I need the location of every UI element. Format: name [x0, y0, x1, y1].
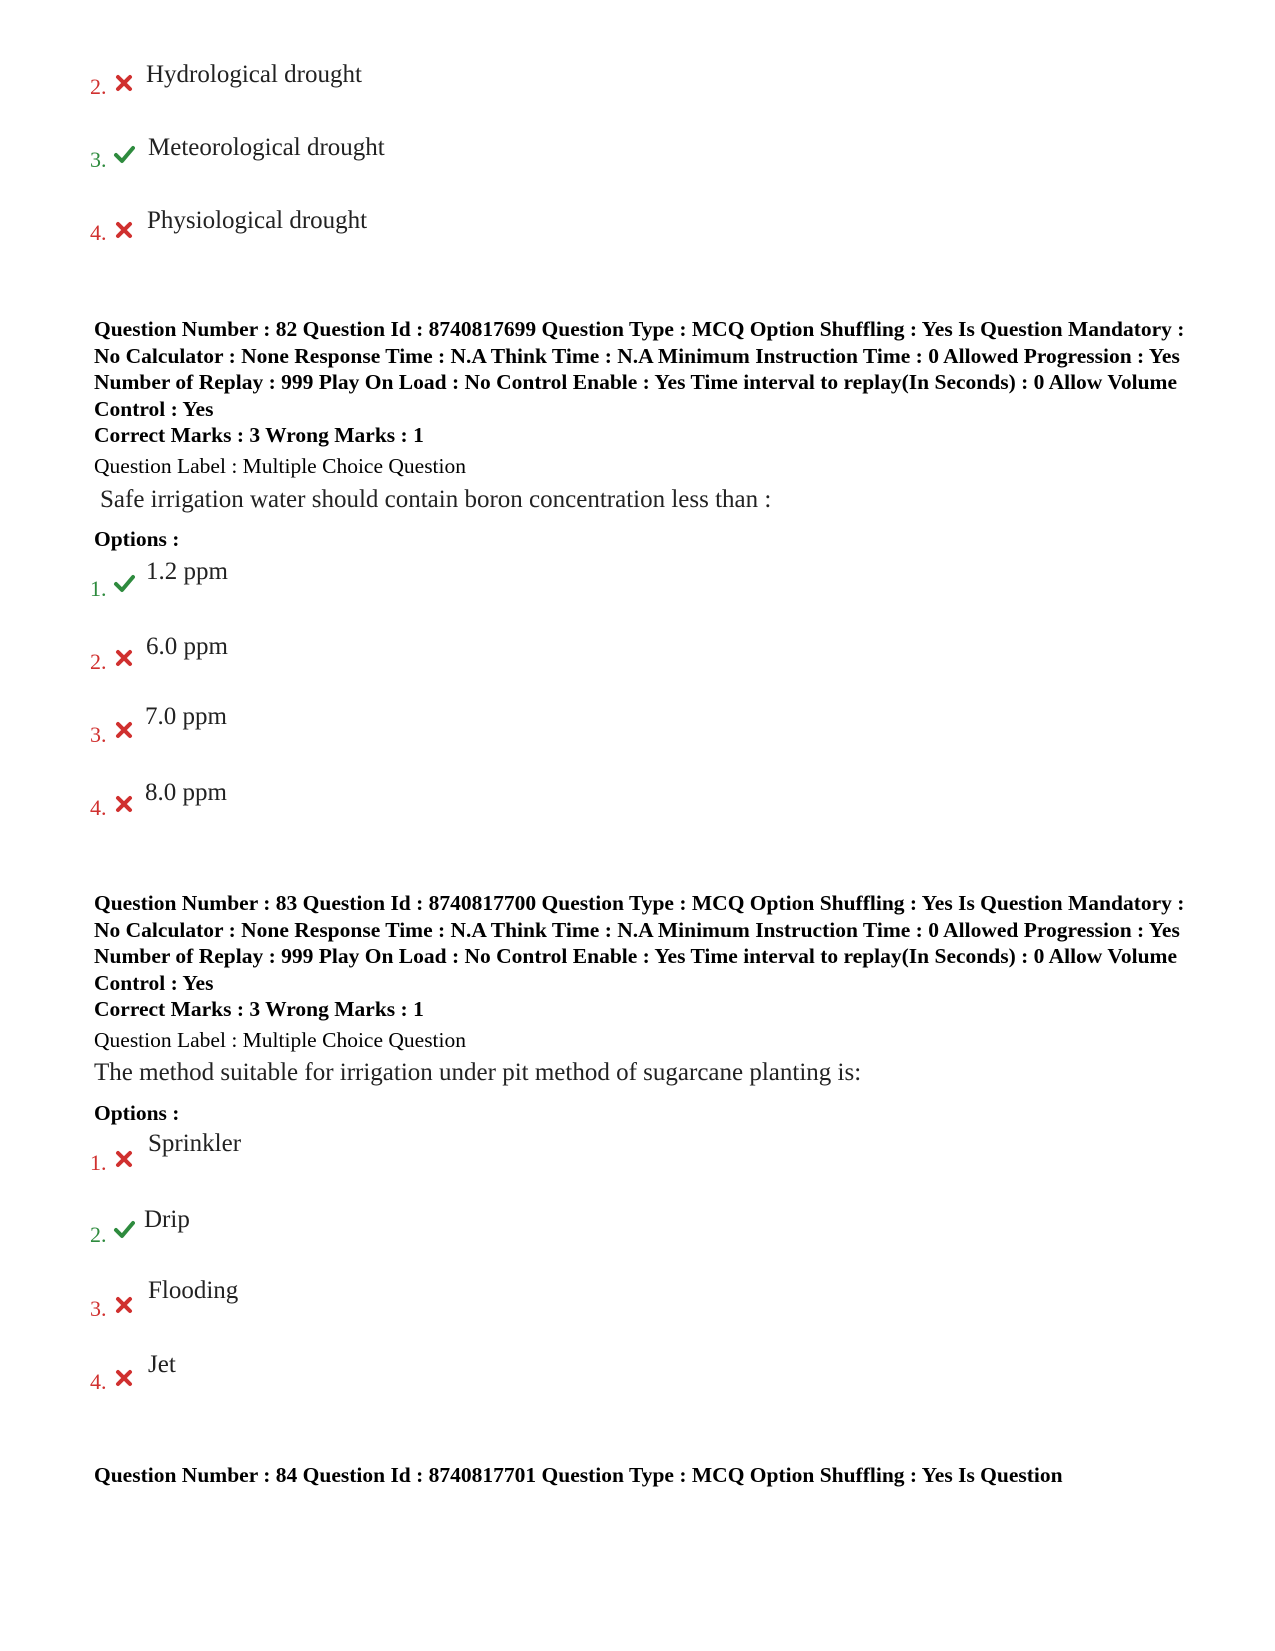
cross-icon	[113, 793, 135, 815]
option-number: 2.	[90, 649, 107, 674]
question-text: Safe irrigation water should contain boron concentration less than :	[100, 486, 772, 513]
question-meta: Question Number : 82 Question Id : 8740817699 Question Type : MCQ Option Shuffling : Yes Is Question Mandatory : No Calculator : None Response Time : N.A Think Time : N.A Minimum Instruction Time : 0 Allowed Progression : Yes Number of Replay : 999 Play On Load : No Control Enable : Yes Time interval to replay(In Seconds) : 0 Allow Volume Control : Yes	[94, 317, 1185, 421]
options-heading: Options :	[94, 527, 180, 551]
question-label: Question Label : Multiple Choice Question	[94, 1028, 467, 1052]
option-text: Sprinkler	[148, 1130, 242, 1157]
option-number: 4.	[90, 1369, 107, 1394]
option-number: 3.	[90, 1296, 107, 1321]
option-text: 1.2 ppm	[146, 558, 228, 585]
question-meta: Question Number : 84 Question Id : 8740817701 Question Type : MCQ Option Shuffling : Yes Is Question	[94, 1463, 1063, 1487]
options-heading: Options :	[94, 1101, 180, 1125]
option-text: Hydrological drought	[146, 61, 362, 88]
question-marks: Correct Marks : 3 Wrong Marks : 1	[94, 423, 424, 447]
option-number: 2.	[90, 1222, 107, 1247]
option-text: Jet	[148, 1351, 176, 1378]
option-number: 3.	[90, 722, 107, 747]
check-icon	[113, 1218, 135, 1240]
option-number: 2.	[90, 74, 107, 99]
cross-icon	[113, 1294, 135, 1316]
option-text: Physiological drought	[147, 207, 368, 234]
cross-icon	[113, 647, 135, 669]
cross-icon	[113, 219, 135, 241]
option-text: Flooding	[148, 1277, 239, 1304]
cross-icon	[113, 72, 135, 94]
option-number: 4.	[90, 795, 107, 820]
option-number: 1.	[90, 1150, 107, 1175]
option-text: Drip	[144, 1206, 190, 1233]
question-marks: Correct Marks : 3 Wrong Marks : 1	[94, 997, 424, 1021]
option-text: 8.0 ppm	[145, 779, 227, 806]
question-text: The method suitable for irrigation under pit method of sugarcane planting is:	[94, 1059, 862, 1086]
option-text: 6.0 ppm	[146, 633, 228, 660]
option-text: 7.0 ppm	[145, 703, 227, 730]
check-icon	[113, 572, 135, 594]
check-icon	[113, 143, 135, 165]
option-number: 1.	[90, 576, 107, 601]
option-number: 4.	[90, 220, 107, 245]
cross-icon	[113, 1148, 135, 1170]
option-text: Meteorological drought	[148, 134, 385, 161]
question-label: Question Label : Multiple Choice Question	[94, 454, 467, 478]
question-meta: Question Number : 83 Question Id : 8740817700 Question Type : MCQ Option Shuffling : Yes Is Question Mandatory : No Calculator : None Response Time : N.A Think Time : N.A Minimum Instruction Time : 0 Allowed Progression : Yes Number of Replay : 999 Play On Load : No Control Enable : Yes Time interval to replay(In Seconds) : 0 Allow Volume Control : Yes	[94, 891, 1185, 995]
cross-icon	[113, 1367, 135, 1389]
option-number: 3.	[90, 147, 107, 172]
cross-icon	[113, 719, 135, 741]
